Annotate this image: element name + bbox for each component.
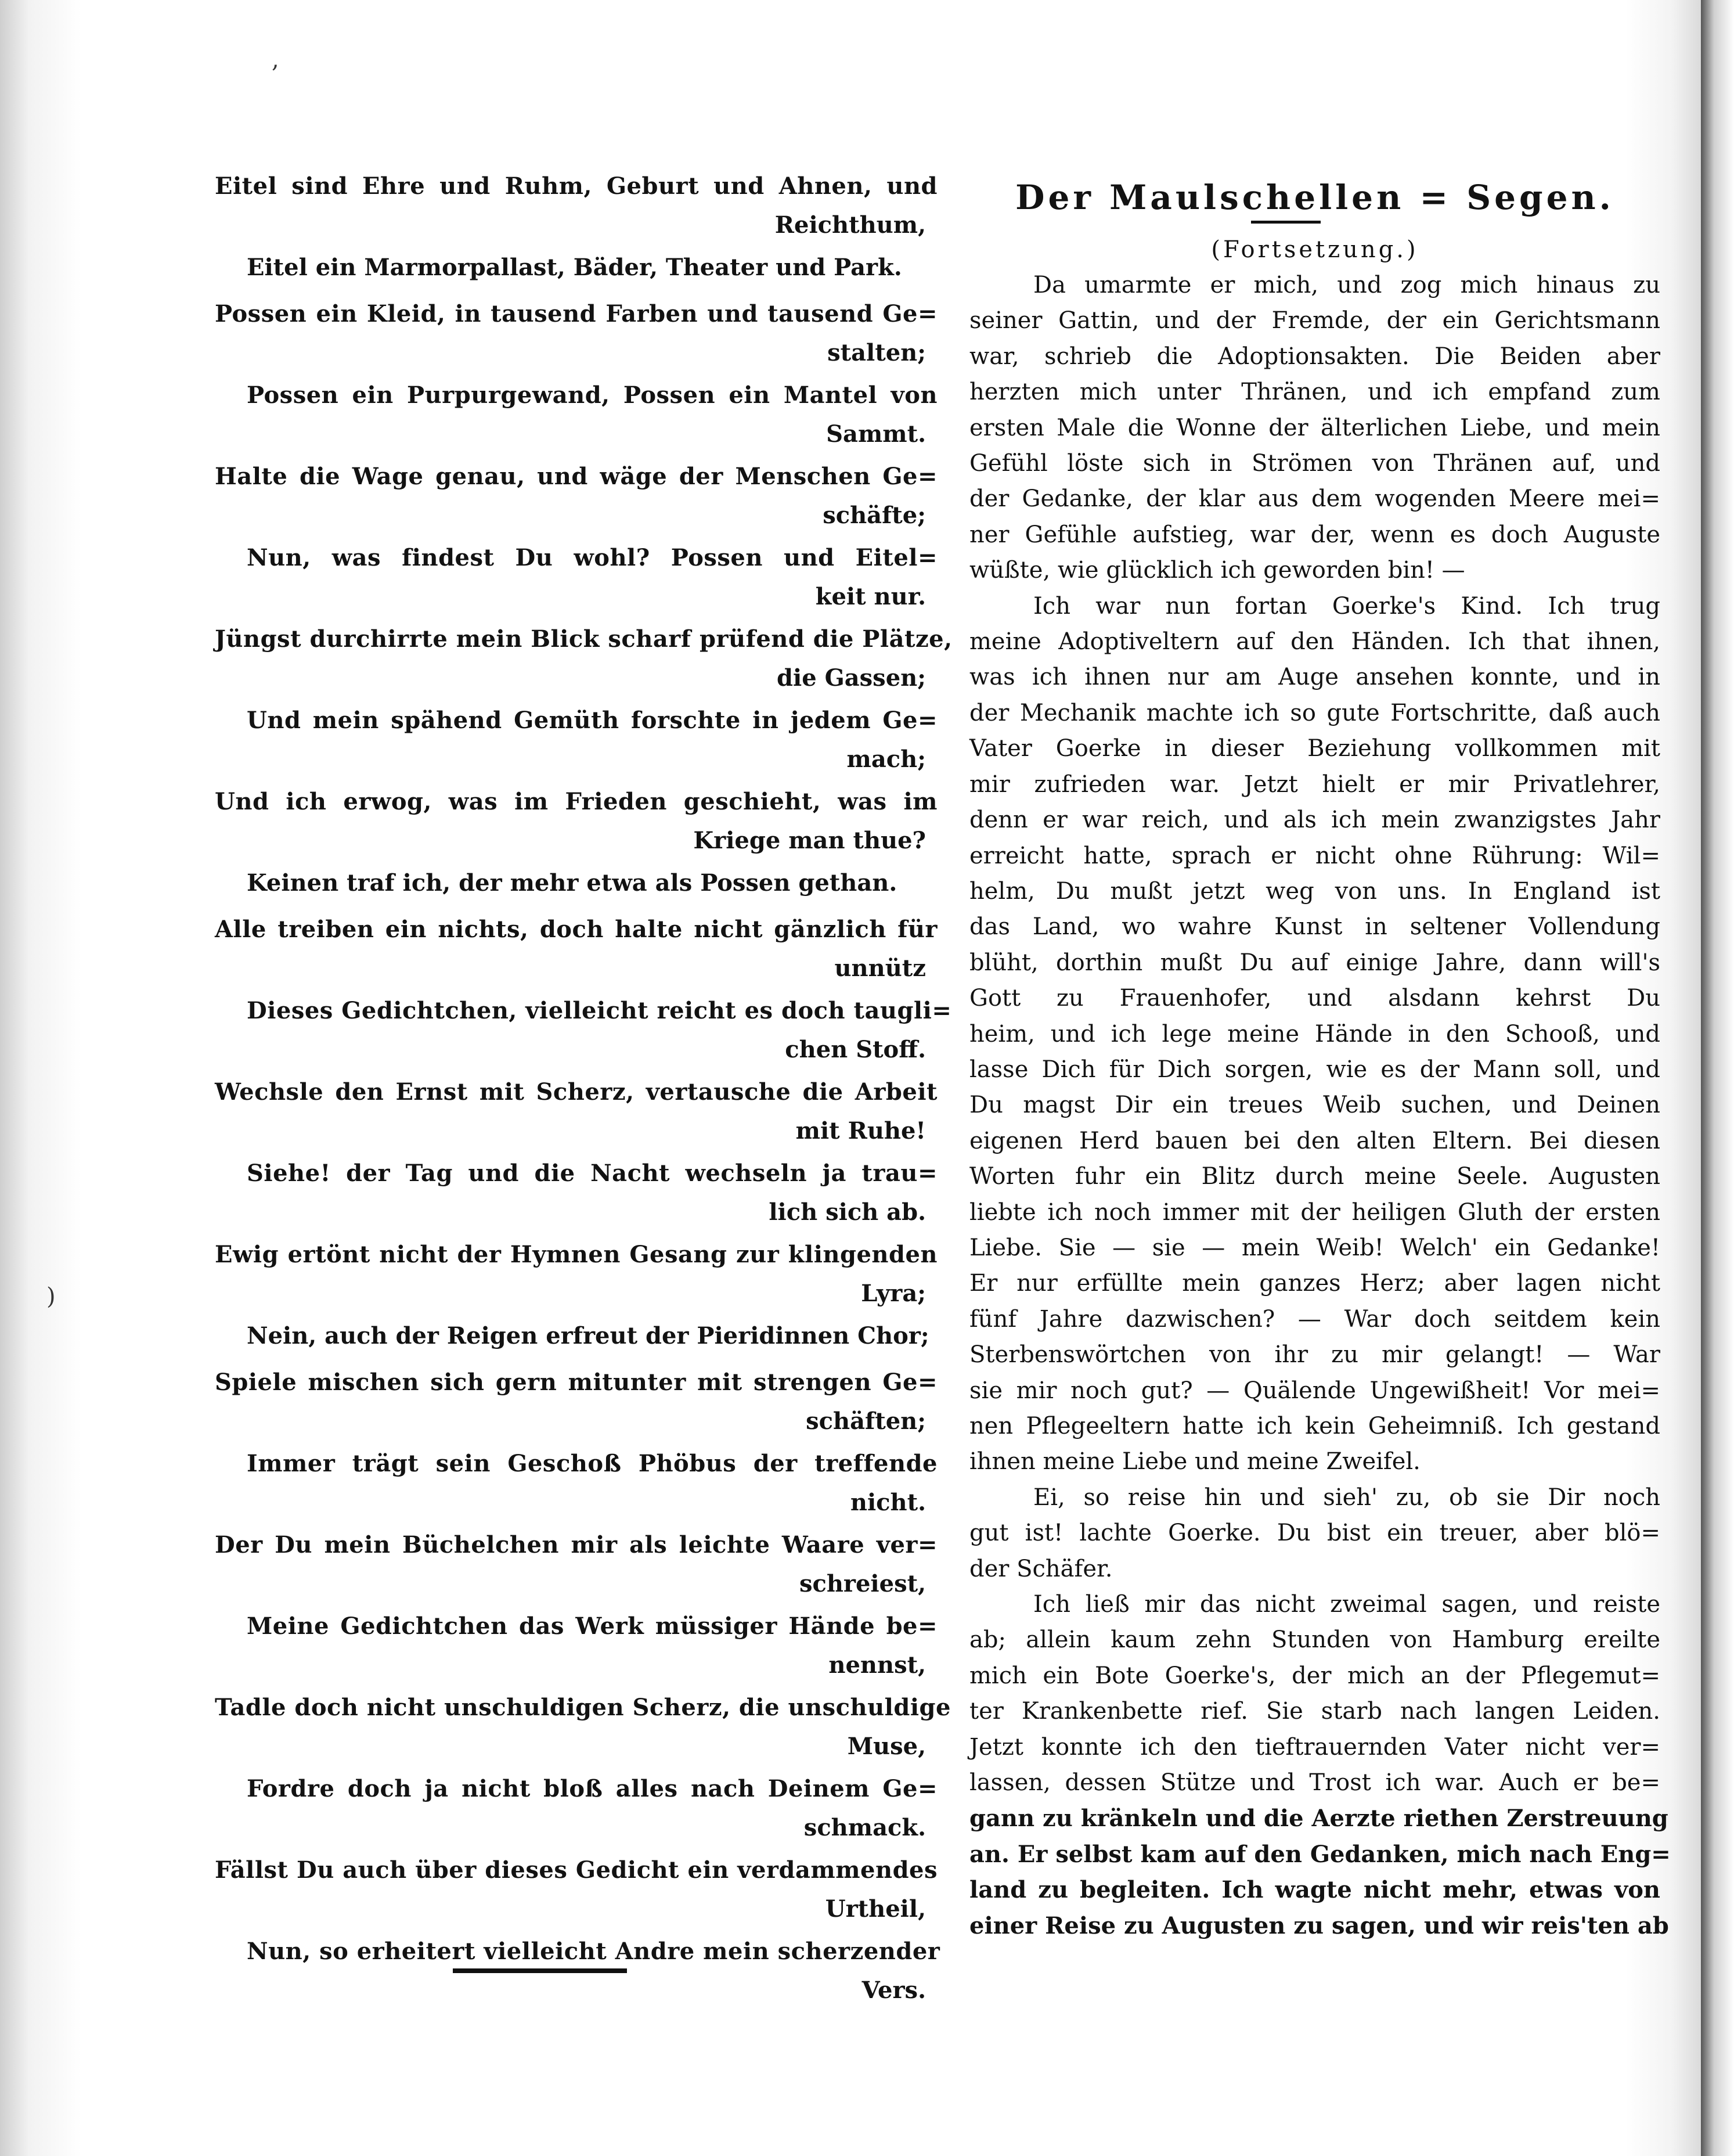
story-line: nen Pflegeeltern hatte ich kein Geheimniß. Ich gestand (969, 1413, 1660, 1439)
story-line: denn er war reich, und als ich mein zwanzigstes Jahr (969, 807, 1660, 834)
poem-verse (215, 618, 953, 696)
poem-line-continuation: schäfte; (823, 502, 926, 529)
story-line: Vater Goerke in dieser Beziehung vollkommen mit (969, 735, 1660, 762)
poem-line-continuation: Muse, (847, 1733, 926, 1760)
story-line: Jetzt konnte ich den tieftrauernden Vater nicht ver= (969, 1733, 1660, 1761)
title-underline (1251, 221, 1321, 224)
story-line: der Gedanke, der klar aus dem wogenden Meere mei= (969, 485, 1660, 513)
poem-verse (215, 456, 938, 534)
poem-verse (215, 247, 938, 289)
poem-line-continuation: unnütz (834, 955, 926, 982)
poem-line: Alle treiben ein nichts, doch halte nicht gänzlich für (215, 916, 938, 943)
story-line: Sterbenswörtchen von ihr zu mir gelangt! — War (969, 1341, 1660, 1369)
poem-line-continuation: Kriege man thue? (693, 827, 926, 854)
poem-line: Spiele mischen sich gern mitunter mit strengen Ge= (215, 1369, 938, 1396)
poem-line: Der Du mein Büchelchen mir als leichte Waare ver= (215, 1531, 938, 1558)
poem-line: Halte die Wage genau, und wäge der Menschen Ge= (215, 463, 938, 490)
poem-verse (215, 1687, 951, 1765)
story-line: Da umarmte er mich, und zog mich hinaus zu (1033, 272, 1660, 298)
story-line: Ei, so reise hin und sieh' zu, ob sie Dir noch (1033, 1484, 1660, 1511)
poem-line-continuation: Vers. (861, 1977, 926, 2004)
story-line: an. Er selbst kam auf den Gedanken, mich nach Eng= (969, 1840, 1671, 1868)
poem-verse (215, 700, 938, 778)
story-line: sie mir noch gut? — Quälende Ungewißheit! Vor mei= (969, 1377, 1660, 1404)
poem-line: Nein, auch der Reigen erfreut der Pieridinnen Chor; (247, 1322, 929, 1349)
poem-line: Possen ein Purpurgewand, Possen ein Mantel von (247, 381, 938, 409)
poem-line-continuation: die Gassen; (777, 664, 926, 692)
poem-line: Jüngst durchirrte mein Blick scharf prüfend die Plätze, (215, 625, 953, 653)
poem-line: Und ich erwog, was im Frieden geschieht, was im (215, 788, 938, 815)
story-line: war, schrieb die Adoptionsakten. Die Beiden aber (969, 343, 1660, 370)
poem-line: Ewig ertönt nicht der Hymnen Gesang zur klingenden (215, 1241, 938, 1268)
story-line: Liebe. Sie — sie — mein Weib! Welch' ein Gedanke! (969, 1234, 1660, 1261)
poem-line-continuation: schäften; (806, 1408, 926, 1435)
margin-speck: , (272, 46, 279, 73)
poem-verse (215, 862, 938, 904)
poem-line-continuation: stalten; (827, 339, 926, 366)
poem-verse (215, 990, 952, 1068)
story-paragraph (969, 1480, 1660, 1587)
poem-verse (215, 1524, 938, 1602)
story-line: wüßte, wie glücklich ich geworden bin! — (969, 557, 1465, 584)
story-line: land zu begleiten. Ich wagte nicht mehr, etwas von (969, 1876, 1660, 1904)
story-line: ner Gefühle aufstieg, war der, wenn es doch Auguste (969, 521, 1660, 548)
story-line: lasse Dich für Dich sorgen, wie es der Mann soll, und (969, 1056, 1660, 1083)
poem-line-continuation: Urtheil, (825, 1895, 926, 1923)
story-line: seiner Gattin, und der Fremde, der ein Gerichtsmann (969, 307, 1660, 334)
story-line: heim, und ich lege meine Hände in den Schooß, und (969, 1020, 1660, 1048)
poem-line: Tadle doch nicht unschuldigen Scherz, die unschuldige (215, 1694, 951, 1721)
story-paragraph (969, 589, 1660, 1480)
story-line: ter Krankenbette rief. Sie starb nach langen Leiden. (969, 1698, 1660, 1725)
poem-line-continuation: Sammt. (826, 420, 926, 448)
story-line: ab; allein kaum zehn Stunden von Hamburg ereilte (969, 1626, 1660, 1654)
story-line: liebte ich noch immer mit der heiligen Gluth der ersten (969, 1198, 1660, 1226)
story-column (969, 174, 1671, 1943)
poem-line-continuation: Lyra; (861, 1280, 926, 1307)
story-line: eigenen Herd bauen bei den alten Eltern. Bei diesen (969, 1127, 1660, 1154)
poem-verse (215, 1153, 938, 1230)
poem-verse (215, 1849, 938, 1927)
poem-verse (215, 1234, 938, 1312)
poem-line-continuation: keit nur. (815, 583, 926, 610)
poem-verse (215, 1071, 938, 1149)
poem-end-rule (453, 1968, 627, 1973)
poem-line-continuation: schmack. (803, 1814, 926, 1841)
story-line: Du magst Dir ein treues Weib suchen, und Deinen (969, 1092, 1660, 1119)
story-line: blüht, dorthin mußt Du auf einige Jahre, dann will's (969, 949, 1660, 976)
poem-line: Possen ein Kleid, in tausend Farben und tausend Ge= (215, 300, 938, 327)
story-line: Ich ließ mir das nicht zweimal sagen, und reiste (1033, 1591, 1660, 1618)
story-line: helm, Du mußt jetzt weg von uns. In England ist (969, 877, 1660, 905)
story-line: einer Reise zu Augusten zu sagen, und wir reis'ten ab (969, 1912, 1669, 1939)
poem-line: Immer trägt sein Geschoß Phöbus der treffende (247, 1450, 938, 1477)
poem-line: Keinen traf ich, der mehr etwa als Possen gethan. (247, 869, 897, 897)
poem-line-continuation: lich sich ab. (769, 1198, 926, 1226)
poem-verse (215, 1362, 938, 1439)
poem-verse (215, 781, 938, 859)
poem-verse (215, 909, 938, 987)
story-line: mir zufrieden war. Jetzt hielt er mir Privatlehrer, (969, 771, 1660, 798)
poem-line-continuation: nicht. (850, 1489, 926, 1516)
story-line: Ich war nun fortan Goerke's Kind. Ich trug (1033, 592, 1660, 620)
story-line: lassen, dessen Stütze und Trost ich war. Auch er be= (969, 1769, 1660, 1797)
story-line: der Mechanik machte ich so gute Fortschritte, daß auch (969, 699, 1660, 726)
story-line: meine Adoptiveltern auf den Händen. Ich that ihnen, (969, 628, 1660, 656)
story-line: der Schäfer. (969, 1555, 1113, 1582)
story-paragraph (969, 268, 1660, 589)
story-line: fünf Jahre dazwischen? — War doch seitdem kein (969, 1305, 1660, 1333)
poem-line-continuation: schreiest, (799, 1570, 926, 1597)
story-line: das Land, wo wahre Kunst in seltener Vollendung (969, 913, 1660, 941)
poem-line-continuation: nennst, (828, 1651, 926, 1679)
poem-verse (215, 165, 938, 243)
story-line: mich ein Bote Goerke's, der mich an der Pflegemut= (969, 1662, 1660, 1689)
story-line: gut ist! lachte Goerke. Du bist ein treuer, aber blö= (969, 1520, 1660, 1547)
poem-line: Wechsle den Ernst mit Scherz, vertausche die Arbeit (215, 1078, 938, 1106)
poem-verse (215, 1768, 938, 1846)
margin-speck: ) (46, 1283, 56, 1310)
poem-verse (215, 537, 938, 615)
poem-verse (215, 375, 938, 452)
story-title: Der Maulschellen = Segen. (1015, 178, 1614, 217)
story-line: gann zu kränkeln und die Aerzte riethen Zerstreuung (969, 1805, 1668, 1833)
story-line: Gott zu Frauenhofer, und alsdann kehrst Du (969, 985, 1660, 1012)
story-subtitle: (Fortsetzung.) (1211, 236, 1419, 263)
poem-line: Nun, so erheitert vielleicht Andre mein scherzender (247, 1938, 940, 1965)
story-line: Gefühl löste sich in Strömen von Thränen auf, und (969, 450, 1660, 477)
poem-verse (215, 1443, 938, 1521)
poem-line: Fordre doch ja nicht bloß alles nach Deinem Ge= (247, 1775, 938, 1802)
poem-line-continuation: mach; (846, 746, 926, 773)
poem-line: Nun, was findest Du wohl? Possen und Eitel= (247, 544, 938, 571)
poem-line-continuation: Reichthum, (774, 211, 926, 239)
poem-line: Siehe! der Tag und die Nacht wechseln ja trau= (247, 1160, 938, 1187)
poem-line: Eitel sind Ehre und Ruhm, Geburt und Ahnen, und (215, 172, 938, 200)
story-line: erreicht hatte, sprach er nicht ohne Rührung: Wil= (969, 842, 1660, 869)
story-line: was ich ihnen nur am Auge ansehen konnte, und in (969, 664, 1660, 691)
story-body (969, 268, 1671, 1943)
poem-line: Fällst Du auch über dieses Gedicht ein verdammendes (215, 1856, 938, 1884)
poem-verse (215, 1315, 938, 1357)
story-line: ihnen meine Liebe und meine Zweifel. (969, 1448, 1421, 1475)
poem-line: Eitel ein Marmorpallast, Bäder, Theater und Park. (247, 254, 902, 281)
poem-column (215, 165, 953, 2012)
story-line: Er nur erfüllte mein ganzes Herz; aber lagen nicht (969, 1270, 1660, 1297)
poem-line-continuation: mit Ruhe! (795, 1117, 926, 1144)
story-line: ersten Male die Wonne der älterlichen Liebe, und mein (969, 414, 1660, 441)
story-line: herzten mich unter Thränen, und ich empfand zum (969, 379, 1660, 406)
poem-line-continuation: chen Stoff. (785, 1036, 926, 1063)
story-paragraph (969, 1587, 1671, 1943)
poem-verse (215, 293, 938, 371)
poem-line: Meine Gedichtchen das Werk müssiger Hände be= (247, 1612, 938, 1640)
poem-verse (215, 1606, 938, 1683)
poem-line: Und mein spähend Gemüth forschte in jedem Ge= (247, 707, 938, 734)
story-line: Worten fuhr ein Blitz durch meine Seele. Augusten (969, 1163, 1660, 1190)
poem-line: Dieses Gedichtchen, vielleicht reicht es doch taugli= (247, 997, 952, 1024)
